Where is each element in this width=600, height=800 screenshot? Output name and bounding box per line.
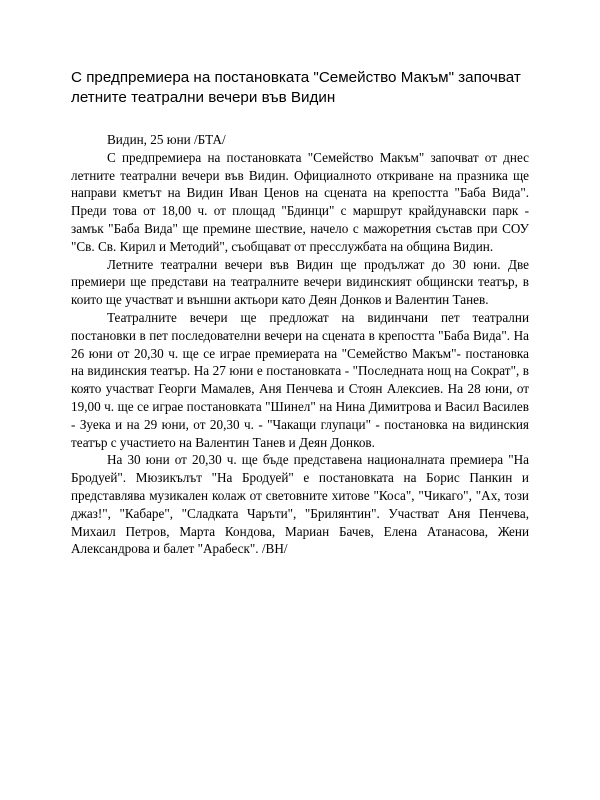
article-title: С предпремиера на постановката "Семейство Макъм" започват летните театрални вечери във Видин: [71, 69, 521, 106]
article-body: [71, 131, 529, 558]
paragraph-3: Театралните вечери ще предложат на видинчани пет театрални постановки в пет последователни вечери на сцената в крепостта "Баба Вида". На 26 юни от 20,30 ч. ще се играе премиерата на "Семейство Макъм"- постановка на видинския театър. На 27 юни е постановката - "Последната нощ на Сократ", в която участват Георги Мамалев, Аня Пенчева и Стоян Алексиев. На 28 юни, от 19,00 ч. ще се играе постановката "Шинел" на Нина Димитрова и Васил Василев - Зуека и на 29 юни, от 20,30 ч. - "Чакащи глупаци" - постановка на видинския театър с участието на Валентин Танев и Деян Донков.: [71, 309, 529, 450]
paragraph-2: Летните театрални вечери във Видин ще продължат до 30 юни. Две премиери ще представи на театралните вечери видинският общински театър, в които ще участват и външни актьори като Деян Донков и Валентин Танев.: [71, 256, 529, 308]
dateline: Видин, 25 юни /БТА/: [107, 132, 226, 147]
paragraph-4: На 30 юни от 20,30 ч. ще бъде представена националната премиера "На Бродуей". Мюзикълът "На Бродуей" е постановката на Борис Панкин и представлява музикален колаж от световните хитове "Коса", "Чикаго", "Ах, този джаз!", "Кабаре", "Сладката Чаръти", "Брилянтин". Участват Аня Пенчева, Михаил Петров, Марта Кондова, Мариан Бачев, Елена Атанасова, Жени Александрова и балет "Арабеск". /ВН/: [71, 452, 529, 557]
paragraph-1: С предпремиера на постановката "Семейство Макъм" започват от днес летните театрални вечери във Видин. Официалното откриване на празника ще направи кметът на Видин Иван Ценов на сцената на крепостта "Баба Вида". Преди това от 18,00 ч. от площад "Бдинци" с маршрут крайдунавски парк - замък "Баба Вида" ще премине шествие, начело с мажоретния състав при СОУ "Св. Св. Кирил и Методий", съобщават от пресслужбата на община Видин.: [71, 149, 529, 254]
